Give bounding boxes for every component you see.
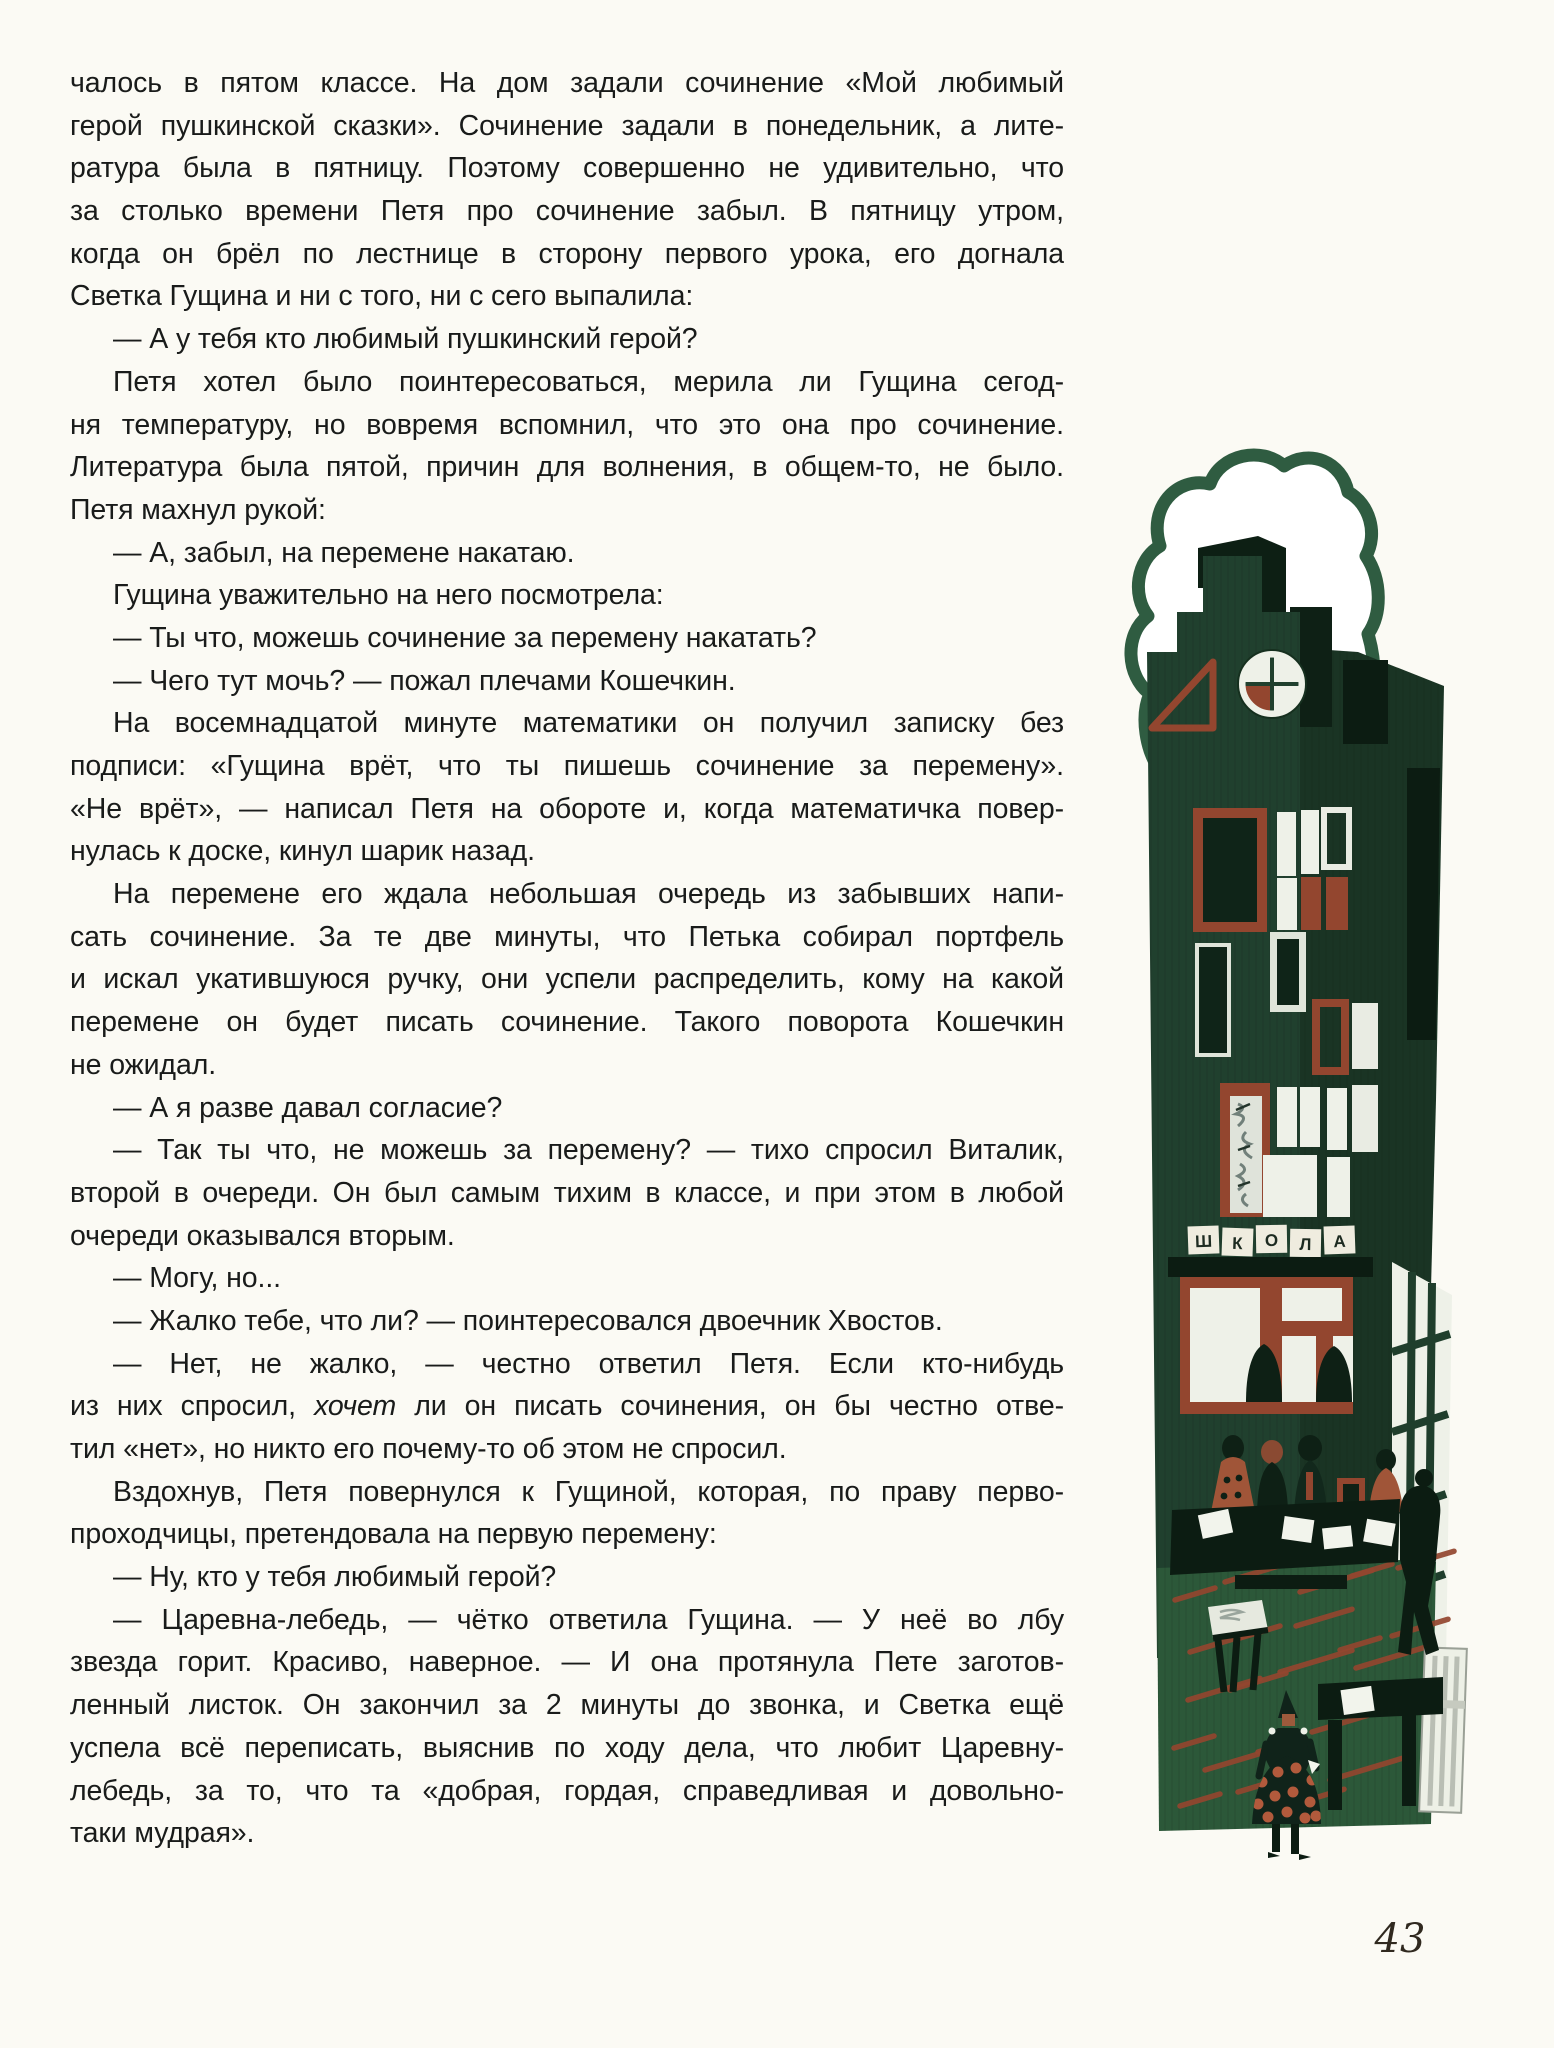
- text-line: — А, забыл, на перемене накатаю.: [113, 536, 575, 569]
- text-line: Петя махнул рукой:: [70, 493, 326, 526]
- svg-text:К: К: [1231, 1233, 1243, 1254]
- text-line: На перемене его ждала небольшая очередь из забывших напи-: [113, 878, 1064, 911]
- text-line: Светка Гущина и ни с того, ни с сего выпалила:: [70, 280, 694, 313]
- text-line: На восемнадцатой минуте математики он получил записку без: [113, 707, 1064, 740]
- text-line: подписи: «Гущина врёт, что ты пишешь сочинение за перемену».: [70, 750, 1064, 782]
- text-line: — А у тебя кто любимый пушкинский герой?: [113, 323, 698, 356]
- text-line: герой пушкинской сказки». Сочинение задали в понедельник, а лите-: [70, 109, 1064, 142]
- text-line: — Ты что, можешь сочинение за перемену накатать?: [113, 621, 817, 654]
- svg-text:Ш: Ш: [1194, 1231, 1213, 1252]
- text-line: за столько времени Петя про сочинение забыл. В пятницу утром,: [70, 195, 1064, 228]
- text-line: и искал укатившуюся ручку, они успели распределить, кому на какой: [70, 963, 1064, 996]
- classroom-window: [1180, 1277, 1353, 1414]
- wing-black-notch: [1343, 660, 1388, 744]
- text-line: Гущина уважительно на него посмотрела:: [113, 579, 664, 612]
- text-line: — Могу, но...: [113, 1262, 282, 1295]
- text-line: Петя хотел было поинтересоваться, мерила ли Гущина сегод-: [113, 365, 1064, 398]
- text-line: сать сочинение. За те две минуты, что Петька собирал портфель: [70, 920, 1064, 953]
- text-line: — Ну, кто у тебя любимый герой?: [113, 1561, 557, 1594]
- text-line: — Царевна-лебедь, — чётко ответила Гущина. — У неё во лбу: [113, 1603, 1064, 1636]
- text-line: — Жалко тебе, что ли? — поинтересовался двоечник Хвостов.: [113, 1304, 943, 1337]
- sign-lintel: [1168, 1257, 1373, 1277]
- text-line: — Так ты что, не можешь за перемену? — тихо спросил Виталик,: [113, 1134, 1064, 1167]
- school-building: [1147, 536, 1467, 1860]
- text-line: чалось в пятом классе. На дом задали сочинение «Мой любимый: [70, 67, 1064, 99]
- clock-window: [1238, 650, 1306, 718]
- text-line: звезда горит. Красиво, наверное. — И она протянула Пете заготов-: [70, 1646, 1064, 1679]
- chair: [1419, 1647, 1467, 1812]
- svg-text:А: А: [1333, 1231, 1347, 1252]
- text-line: — Нет, не жалко, — честно ответил Петя. Если кто-нибудь: [113, 1347, 1064, 1380]
- text-line: когда он брёл по лестнице в сторону первого урока, его догнала: [70, 237, 1064, 270]
- text-line: ленный листок. Он закончил за 2 минуты до звонка, и Светка ещё: [70, 1689, 1064, 1722]
- text-line: тил «нет», но никто его почему-то об этом не спросил.: [70, 1433, 787, 1465]
- text-line: второй в очереди. Он был самым тихим в классе, и при этом в любой: [70, 1176, 1064, 1209]
- text-line: Литература была пятой, причин для волнения, в общем-то, не было.: [70, 451, 1064, 484]
- text-line: «Не врёт», — написал Петя на обороте и, когда математичка повер-: [70, 792, 1064, 825]
- text-line: проходчицы, претендовала на первую перемену:: [70, 1518, 717, 1551]
- text-line: перемене он будет писать сочинение. Такого поворота Кошечкин: [70, 1006, 1064, 1039]
- text-line: из них спросил, хочет ли он писать сочинения, он бы честно отве-: [70, 1390, 1064, 1423]
- text-line: лебедь, за то, что та «добрая, гордая, справедливая и довольно-: [70, 1774, 1064, 1807]
- text-line: нулась к доске, кинул шарик назад.: [70, 835, 535, 868]
- text-line: таки мудрая».: [70, 1817, 255, 1850]
- text-line: ня температуру, но вовремя вспомнил, что это она про сочинение.: [70, 408, 1064, 441]
- text-line: — Чего тут мочь? — пожал плечами Кошечкин.: [113, 664, 736, 697]
- text-line: успела всё переписать, выяснив по ходу дела, что любит Царевну-: [70, 1731, 1064, 1764]
- wing-shadow-edge: [1407, 768, 1440, 1040]
- text-line: ратура была в пятницу. Поэтому совершенно не удивительно, что: [70, 152, 1064, 185]
- svg-text:Л: Л: [1299, 1234, 1312, 1255]
- text-line: Вздохнув, Петя повернулся к Гущиной, которая, по праву перво-: [113, 1475, 1064, 1508]
- text-line: очереди оказывался вторым.: [70, 1219, 455, 1252]
- school-sign: [1188, 1225, 1356, 1258]
- graffiti-window: [1220, 1083, 1270, 1217]
- svg-text:О: О: [1264, 1230, 1279, 1251]
- page-number: 43: [1374, 1916, 1426, 1962]
- text-line: не ожидал.: [70, 1048, 217, 1081]
- text-line: — А я разве давал согласие?: [113, 1091, 503, 1124]
